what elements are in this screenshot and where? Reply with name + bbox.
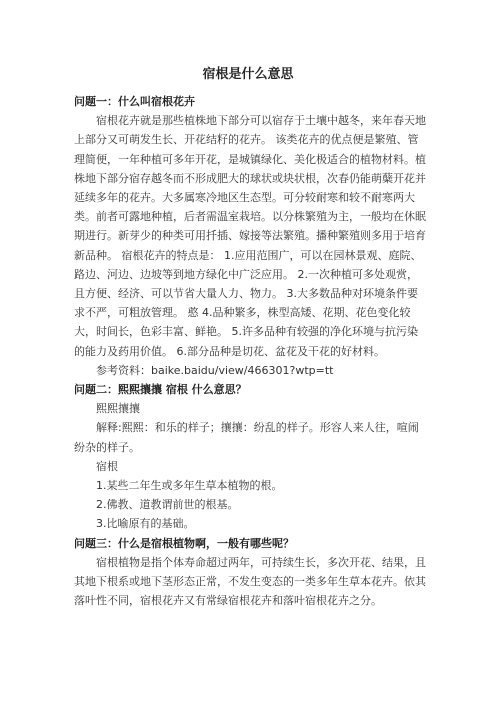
definition-item: 2.佛教、道教谓前世的根基。: [96, 498, 239, 512]
question-3-answer: 宿根植物是指个体寿命超过两年，可持续生长，多次开花、结果，且其地下根系或地下茎形态正常，不发生变态的一类多年生草本花卉。依其落叶性不同，宿根花卉又有常绿宿根花卉和落叶宿根花卉之分。: [74, 555, 426, 608]
question-1-answer: 宿根花卉就是那些植株地下部分可以宿存于土壤中越冬，来年春天地上部分又可萌发生长、开花结籽的花卉。 该类花卉的优点便是繁殖、管理简便，一年种植可多年开花，是城镇绿化、美化极适合的植物材料。植株地下部分宿存越冬而不形成肥大的球状或块状根，次春仍能萌蘖开花并延续多年的花卉。大多属寒冷地区生态型。可分较耐寒和较不耐寒两大类。前者可露地种植，后者需温室栽培。以分株繁殖为主，一般均在休眠期进行。新芽少的种类可用扦插、嫁接等法繁殖。播种繁殖则多用于培育新品种。 宿根花卉的特点是： 1.应用范围广，可以在园林景观、庭院、路边、河边、边坡等到地方绿化中广泛应用。 2.一次种植可多处观赏，且方便、经济、可以节省大量人力、物力。 3.大多数品种对环境条件要求不严，可粗放管理。 憨 4.品种繁多，株型高矮、花期、花色变化较大，时间长，色彩丰富、鲜艳。 5.许多品种有较强的净化环境与抗污染的能力及药用价值。 6.部分品种是切花、盆花及干花的好材料。: [74, 114, 426, 358]
definition-item: 3.比喻原有的基础。: [96, 517, 195, 531]
question-1-heading: 问题一：什么叫宿根花卉: [74, 95, 195, 108]
term-xixirangrang: 熙熙攘攘: [96, 402, 140, 416]
question-3-heading: 问题三：什么是宿根植物啊，一般有哪些呢？: [74, 536, 294, 550]
question-2-heading: 问题二：熙熙攘攘 宿根 什么意思？: [74, 383, 247, 397]
term-sugen: 宿根: [96, 459, 118, 473]
document-body: [74, 92, 426, 610]
page-title: 宿根是什么意思: [202, 67, 294, 82]
definition-item: 1.某些二年生或多年生草本植物的根。: [96, 479, 283, 493]
term-explanation: 解释:熙熙：和乐的样子；攘攘：纷乱的样子。形容人来人往，喧闹纷杂的样子。: [74, 421, 419, 454]
reference-link[interactable]: 参考资料：baike.baidu/view/466301?wtp=tt: [96, 363, 334, 377]
